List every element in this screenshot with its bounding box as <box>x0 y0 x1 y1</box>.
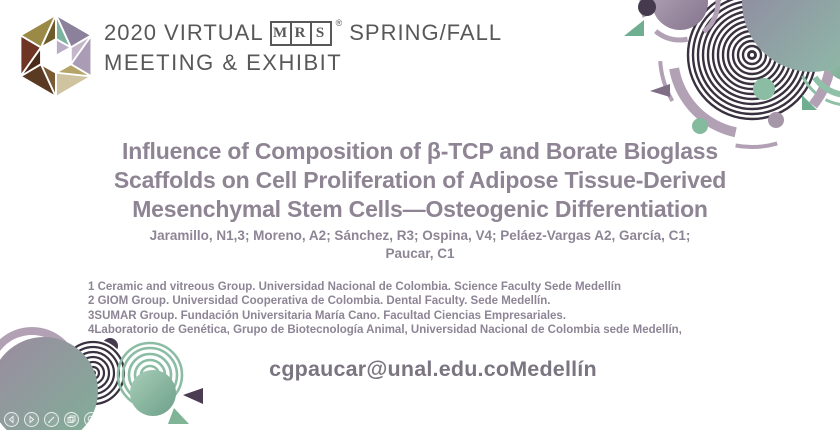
previous-slide-icon <box>7 415 16 424</box>
slideshow-toolbar <box>4 412 119 427</box>
more-options-icon <box>107 415 116 424</box>
title-line-2: Scaffolds on Cell Proliferation of Adipose Tissue-Derived <box>113 167 727 193</box>
mauve-sphere-arc <box>642 0 718 40</box>
registered-mark: ® <box>335 18 344 28</box>
green-sphere-right <box>822 22 840 82</box>
sage-dot <box>692 118 708 134</box>
mrs-letter-m: M <box>270 21 292 46</box>
teal-triangle-small <box>802 95 817 110</box>
pen-button[interactable] <box>44 412 59 427</box>
large-sphere <box>742 0 840 72</box>
zoom-button[interactable] <box>84 412 99 427</box>
mauve-sphere <box>652 0 708 30</box>
affiliation-2: 2 GIOM Group. Universidad Cooperativa de Colombia. Dental Faculty. Sede Medellín. <box>88 295 551 308</box>
authors <box>70 227 770 263</box>
meeting-brand-header <box>13 9 502 98</box>
brand-line1 <box>104 20 502 46</box>
green-triangle <box>168 408 189 424</box>
top-right-decoration <box>540 0 840 150</box>
mrs-letter-boxes <box>272 21 332 46</box>
eggplant-circle <box>102 338 118 354</box>
mrs-letter-r: R <box>290 21 312 46</box>
mauve-dot <box>768 112 784 128</box>
mrs-logo-icon <box>13 9 97 98</box>
mauve-dashed-arc-thin <box>626 0 840 150</box>
previous-slide-button[interactable] <box>4 412 19 427</box>
pen-icon <box>47 415 56 424</box>
see-all-slides-button[interactable] <box>64 412 79 427</box>
affiliation-3: 3SUMAR Group. Fundación Universitaria María Cano. Facultad Ciencias Empresariales. <box>88 309 567 322</box>
brand-season-text: SPRING/FALL <box>349 20 503 45</box>
purple-triangle <box>183 388 203 404</box>
green-dashed-arc-thin <box>778 0 840 125</box>
title-line-1: Influence of Composition of β-TCP and Borate Bioglass <box>122 138 718 164</box>
next-slide-icon <box>27 415 36 424</box>
see-all-slides-icon <box>67 415 76 424</box>
next-slide-button[interactable] <box>24 412 39 427</box>
title-line-3: Mesenchymal Stem Cells—Osteogenic Differentiation <box>132 196 708 222</box>
teal-triangle <box>624 20 644 36</box>
sage-circle <box>753 78 775 100</box>
affiliations <box>88 280 788 338</box>
contact-email: cgpaucar@unal.edu.coMedellín <box>269 357 597 381</box>
mauve-dashed-arc <box>645 0 840 150</box>
brand-year-text: 2020 VIRTUAL <box>104 20 264 45</box>
concentric-rings <box>684 0 820 123</box>
affiliation-1: 1 Ceramic and vitreous Group. Universidad Nacional de Colombia. Science Faculty Sede Medellín <box>88 281 621 293</box>
green-dashed-arc <box>802 9 840 102</box>
mrs-letter-s: S <box>310 21 332 46</box>
eggplant-circle <box>638 0 656 16</box>
slide-title <box>0 137 840 224</box>
zoom-icon <box>87 415 96 424</box>
authors-line-1: Jaramillo, N1,3; Moreno, A2; Sánchez, R3; Ospina, V4; Peláez-Vargas A2, García, C1; <box>149 228 691 243</box>
purple-triangle <box>650 84 670 97</box>
brand-line2: MEETING & EXHIBIT <box>104 50 343 75</box>
authors-line-2: Paucar, C1 <box>385 246 455 261</box>
affiliation-4: 4Laboratorio de Genética, Grupo de Biotecnología Animal, Universidad Nacional de Colombia sede Medellín, <box>88 324 682 337</box>
more-options-button[interactable] <box>104 412 119 427</box>
